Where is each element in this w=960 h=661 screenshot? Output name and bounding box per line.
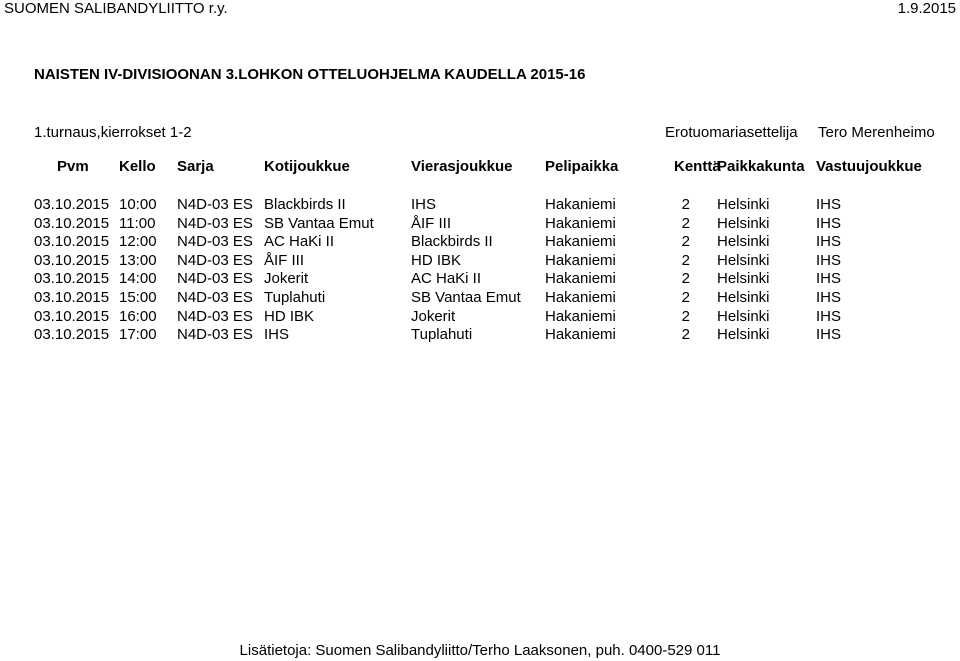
cell-date: 03.10.2015 — [34, 270, 110, 288]
cell-time: 16:00 — [119, 307, 157, 325]
cell-time: 15:00 — [119, 289, 157, 306]
cell-home-team: ÅIF III — [264, 251, 305, 269]
cell-home-team: Jokerit — [264, 270, 309, 288]
cell-responsible-team: IHS — [816, 196, 842, 213]
round-info: 1.turnaus,kierrokset 1-2 — [34, 124, 192, 141]
page-title: NAISTEN IV-DIVISIOONAN 3.LOHKON OTTELUOHJELMA KAUDELLA 2015-16 — [34, 66, 586, 83]
cell-away-team: Jokerit — [411, 307, 456, 325]
cell-city: Helsinki — [717, 326, 770, 344]
cell-venue: Hakaniemi — [545, 326, 616, 344]
column-header-time: Kello — [119, 158, 156, 175]
cell-court: 2 — [681, 251, 690, 269]
cell-court: 2 — [681, 214, 690, 232]
cell-responsible-team: IHS — [816, 251, 842, 269]
cell-venue: Hakaniemi — [545, 307, 616, 325]
cell-city: Helsinki — [717, 233, 770, 251]
cell-responsible-team: IHS — [816, 326, 842, 344]
cell-city: Helsinki — [717, 196, 770, 213]
cell-responsible-team: IHS — [816, 233, 842, 251]
cell-home-team: AC HaKi II — [264, 233, 335, 251]
cell-home-team: SB Vantaa Emut — [264, 214, 374, 232]
cell-venue: Hakaniemi — [545, 196, 616, 213]
cell-date: 03.10.2015 — [34, 233, 110, 251]
cell-city: Helsinki — [717, 307, 770, 325]
cell-time: 13:00 — [119, 251, 157, 269]
cell-responsible-team: IHS — [816, 289, 842, 306]
cell-time: 17:00 — [119, 326, 157, 344]
cell-city: Helsinki — [717, 214, 770, 232]
cell-time: 14:00 — [119, 270, 157, 288]
cell-series: N4D-03 ES — [177, 196, 253, 213]
cell-date: 03.10.2015 — [34, 196, 110, 213]
referee-label: Erotuomariasettelija — [665, 124, 798, 141]
cell-home-team: Blackbirds II — [264, 196, 346, 213]
cell-time: 12:00 — [119, 233, 157, 251]
cell-date: 03.10.2015 — [34, 251, 110, 269]
cell-court: 2 — [681, 289, 690, 306]
cell-time: 11:00 — [119, 214, 156, 232]
cell-away-team: Tuplahuti — [411, 326, 473, 344]
cell-date: 03.10.2015 — [34, 326, 110, 344]
cell-venue: Hakaniemi — [545, 270, 616, 288]
cell-away-team: IHS — [411, 196, 437, 213]
cell-away-team: AC HaKi II — [411, 270, 482, 288]
cell-venue: Hakaniemi — [545, 251, 616, 269]
cell-venue: Hakaniemi — [545, 214, 616, 232]
column-header-city: Paikkakunta — [717, 158, 805, 175]
print-date: 1.9.2015 — [897, 0, 956, 17]
cell-series: N4D-03 ES — [177, 307, 253, 325]
cell-series: N4D-03 ES — [177, 214, 253, 232]
column-header-date: Pvm — [57, 158, 89, 175]
cell-court: 2 — [681, 307, 690, 325]
cell-away-team: SB Vantaa Emut — [411, 289, 521, 306]
cell-venue: Hakaniemi — [545, 289, 616, 306]
cell-city: Helsinki — [717, 270, 770, 288]
cell-date: 03.10.2015 — [34, 214, 110, 232]
column-header-venue: Pelipaikka — [545, 158, 619, 175]
cell-court: 2 — [681, 233, 690, 251]
cell-home-team: Tuplahuti — [264, 289, 326, 306]
cell-away-team: HD IBK — [411, 251, 462, 269]
cell-court: 2 — [681, 270, 690, 288]
cell-city: Helsinki — [717, 289, 770, 306]
cell-series: N4D-03 ES — [177, 326, 253, 344]
cell-away-team: ÅIF III — [411, 214, 452, 232]
cell-court: 2 — [681, 326, 690, 344]
organization-name: SUOMEN SALIBANDYLIITTO r.y. — [4, 0, 228, 17]
column-header-home-team: Kotijoukkue — [264, 158, 350, 175]
cell-time: 10:00 — [119, 196, 157, 213]
column-header-series: Sarja — [177, 158, 214, 175]
cell-responsible-team: IHS — [816, 270, 842, 288]
column-header-responsible-team: Vastuujoukkue — [816, 158, 922, 175]
cell-responsible-team: IHS — [816, 214, 842, 232]
cell-home-team: HD IBK — [264, 307, 315, 325]
cell-venue: Hakaniemi — [545, 233, 616, 251]
cell-city: Helsinki — [717, 251, 770, 269]
column-header-court: Kenttä — [674, 158, 721, 175]
cell-date: 03.10.2015 — [34, 307, 110, 325]
cell-series: N4D-03 ES — [177, 233, 253, 251]
cell-series: N4D-03 ES — [177, 251, 253, 269]
column-header-away-team: Vierasjoukkue — [411, 158, 513, 175]
footer-contact: Lisätietoja: Suomen Salibandyliitto/Terho Laaksonen, puh. 0400-529 011 — [239, 642, 721, 659]
cell-responsible-team: IHS — [816, 307, 842, 325]
referee-name: Tero Merenheimo — [818, 124, 935, 141]
cell-series: N4D-03 ES — [177, 289, 253, 306]
cell-home-team: IHS — [264, 326, 290, 344]
cell-away-team: Blackbirds II — [411, 233, 493, 251]
cell-court: 2 — [681, 196, 690, 213]
cell-date: 03.10.2015 — [34, 289, 110, 306]
cell-series: N4D-03 ES — [177, 270, 253, 288]
